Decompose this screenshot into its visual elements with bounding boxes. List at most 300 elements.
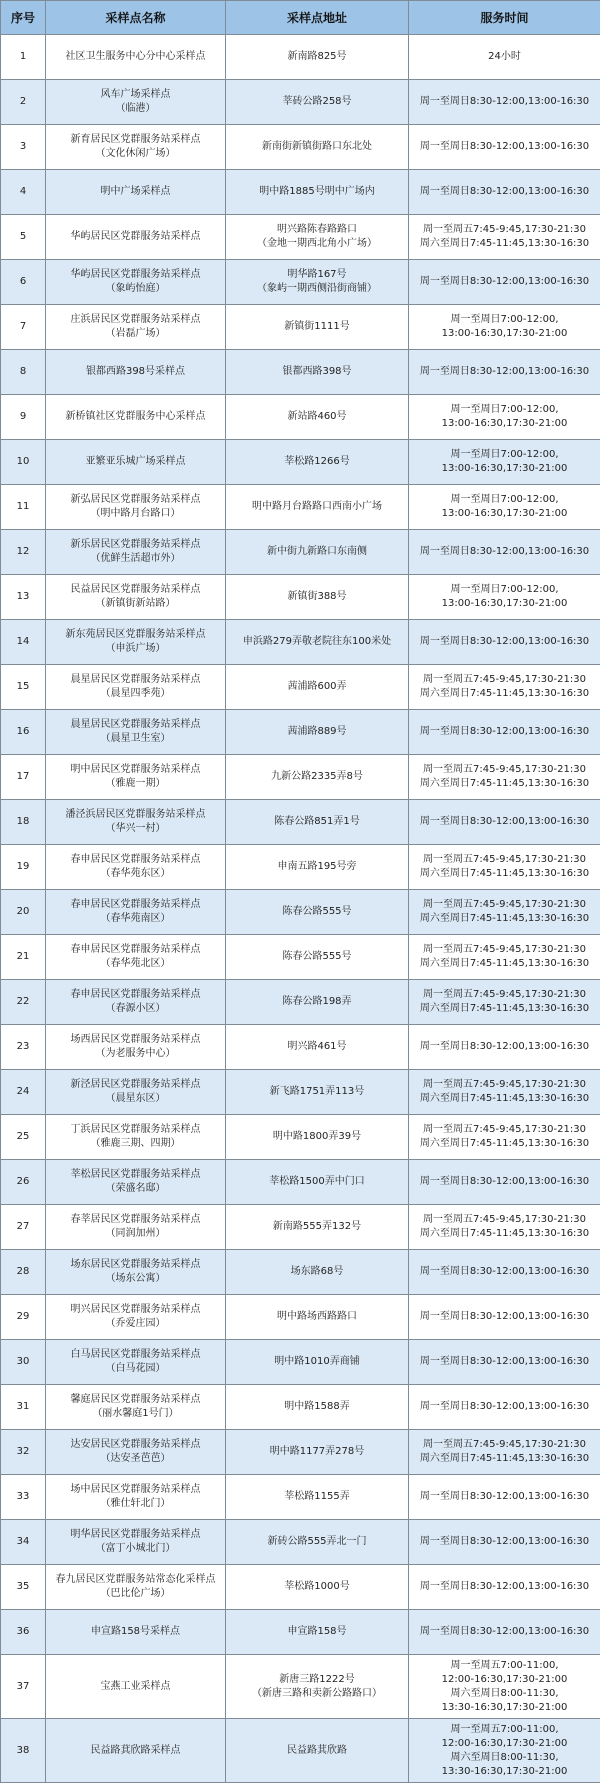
cell-line: （春华苑南区） [100, 913, 171, 924]
cell-name [46, 1610, 226, 1655]
cell-service-time [409, 1475, 600, 1520]
cell-line: 周一至周五7:45-9:45,17:30-21:30 [423, 764, 586, 775]
cell-name [46, 485, 226, 530]
cell-name [46, 980, 226, 1025]
cell-service-time [409, 530, 600, 575]
cell-line: （雅鹿三期、四期） [90, 1138, 181, 1149]
cell-address [226, 215, 409, 260]
cell-line: 周六至周日7:45-11:45,13:30-16:30 [419, 1003, 590, 1014]
cell-line: 民益路萁欣路 [287, 1744, 347, 1756]
cell-line: 新南路555弄132号 [272, 1221, 362, 1232]
table-row [1, 1250, 600, 1295]
cell-line: 周六至周日7:45-11:45,13:30-16:30 [419, 778, 590, 789]
cell-name [46, 1250, 226, 1295]
header-name: 采样点名称 [46, 1, 226, 35]
cell-line: 周一至周日8:30-12:00,13:00-16:30 [419, 726, 590, 737]
cell-line: 申浜路279弄敬老院往东100米处 [242, 636, 392, 647]
cell-line: 周一至周日8:30-12:00,13:00-16:30 [419, 1626, 590, 1637]
cell-line: 周一至周日7:00-12:00, [450, 449, 559, 460]
cell-line: 民益路萁欣路采样点 [90, 1744, 181, 1756]
cell-line: 春莘居民区党群服务站采样点 [70, 1214, 201, 1225]
cell-line: 茜浦路889号 [287, 726, 347, 737]
cell-line: 新镇街1111号 [284, 321, 350, 332]
cell-line: 明中路1588弄 [284, 1401, 350, 1412]
cell-line: 周一至周五7:45-9:45,17:30-21:30 [423, 674, 586, 685]
table-row [1, 1205, 600, 1250]
cell-no: 15 [1, 665, 46, 710]
cell-no: 8 [1, 350, 46, 395]
cell-line: 新唐三路1222号 [279, 1673, 355, 1685]
cell-service-time [409, 1340, 600, 1385]
cell-name [46, 1430, 226, 1475]
table-row [1, 1340, 600, 1385]
cell-no: 2 [1, 80, 46, 125]
cell-address [226, 1025, 409, 1070]
cell-address [226, 1565, 409, 1610]
cell-line: 明兴路陈春路路口 [277, 224, 357, 235]
cell-line: 新泾居民区党群服务站采样点 [70, 1079, 201, 1090]
cell-name [46, 1719, 226, 1783]
cell-name [46, 395, 226, 440]
cell-name [46, 890, 226, 935]
header-no: 序号 [1, 1, 46, 35]
cell-service-time [409, 1430, 600, 1475]
table-row [1, 980, 600, 1025]
cell-line: 周一至周日8:30-12:00,13:00-16:30 [419, 1176, 590, 1187]
table-row [1, 755, 600, 800]
cell-line: 明中路1800弄39号 [272, 1131, 362, 1142]
cell-line: （春华苑北区） [100, 958, 171, 969]
cell-line: 周六至周日8:00-11:30, [450, 1751, 559, 1763]
cell-line: （申浜广场） [105, 643, 166, 654]
cell-line: 周一至周五7:45-9:45,17:30-21:30 [423, 1439, 586, 1450]
cell-no: 34 [1, 1520, 46, 1565]
cell-line: 九新公路2335弄8号 [271, 771, 363, 782]
cell-line: （临港） [115, 103, 156, 114]
cell-line: 周一至周日7:00-12:00, [450, 314, 559, 325]
cell-name [46, 1025, 226, 1070]
table-row [1, 1025, 600, 1070]
cell-line: 春申居民区党群服务站采样点 [70, 854, 201, 865]
cell-line: 周六至周日7:45-11:45,13:30-16:30 [419, 688, 590, 699]
cell-no: 6 [1, 260, 46, 305]
cell-line: 周一至周日8:30-12:00,13:00-16:30 [419, 141, 590, 152]
cell-address [226, 1070, 409, 1115]
cell-line: 达安居民区党群服务站采样点 [70, 1439, 201, 1450]
cell-line: （新镇街新站路） [95, 598, 176, 609]
table-row [1, 170, 600, 215]
table-row [1, 215, 600, 260]
cell-line: 周一至周五7:45-9:45,17:30-21:30 [423, 899, 586, 910]
cell-line: 新站路460号 [287, 411, 347, 422]
cell-line: 周一至周五7:00-11:00, [450, 1659, 559, 1671]
cell-no: 11 [1, 485, 46, 530]
cell-line: 庄浜居民区党群服务站采样点 [70, 314, 201, 325]
cell-name [46, 1340, 226, 1385]
cell-line: 周一至周日8:30-12:00,13:00-16:30 [419, 636, 590, 647]
cell-address [226, 710, 409, 755]
table-row [1, 890, 600, 935]
cell-line: 周一至周五7:45-9:45,17:30-21:30 [423, 989, 586, 1000]
cell-line: （达安圣芭芭） [100, 1453, 171, 1464]
cell-line: （新唐三路和卖新公路路口） [252, 1687, 382, 1699]
cell-service-time [409, 890, 600, 935]
cell-address [226, 440, 409, 485]
cell-line: 周六至周日7:45-11:45,13:30-16:30 [419, 1093, 590, 1104]
cell-line: 新东苑居民区党群服务站采样点 [65, 629, 206, 640]
cell-address [226, 170, 409, 215]
cell-line: 13:30-16:30,17:30-21:00 [441, 1765, 568, 1777]
cell-line: 周六至周日7:45-11:45,13:30-16:30 [419, 868, 590, 879]
cell-line: 陈春公路555号 [282, 951, 352, 962]
table-row [1, 1070, 600, 1115]
table-row [1, 620, 600, 665]
cell-line: 莘松路1000号 [284, 1581, 350, 1592]
cell-line: 风车广场采样点 [100, 89, 171, 100]
cell-service-time [409, 755, 600, 800]
cell-line: （雅鹿一期） [105, 778, 166, 789]
cell-line: （丽水馨庭1号门） [92, 1408, 179, 1419]
cell-no: 25 [1, 1115, 46, 1160]
table-row [1, 1520, 600, 1565]
cell-address [226, 35, 409, 80]
cell-address [226, 935, 409, 980]
cell-service-time [409, 1655, 600, 1719]
cell-service-time [409, 620, 600, 665]
cell-line: 周一至周日8:30-12:00,13:00-16:30 [419, 366, 590, 377]
cell-line: 13:00-16:30,17:30-21:00 [441, 508, 568, 519]
table-row [1, 1115, 600, 1160]
cell-name [46, 1655, 226, 1719]
cell-line: 24小时 [488, 51, 521, 62]
table-header [1, 1, 600, 35]
cell-address [226, 350, 409, 395]
cell-line: 周一至周五7:45-9:45,17:30-21:30 [423, 1079, 586, 1090]
cell-line: 明中路场西路路口 [277, 1311, 357, 1322]
cell-service-time [409, 1160, 600, 1205]
table-row [1, 485, 600, 530]
cell-service-time [409, 215, 600, 260]
cell-no: 20 [1, 890, 46, 935]
cell-address [226, 260, 409, 305]
cell-line: 申宣路158号采样点 [90, 1626, 181, 1637]
cell-line: 周一至周日8:30-12:00,13:00-16:30 [419, 276, 590, 287]
cell-line: 春申居民区党群服务站采样点 [70, 899, 201, 910]
cell-name [46, 1070, 226, 1115]
cell-line: （同润加州） [105, 1228, 166, 1239]
cell-service-time [409, 1205, 600, 1250]
cell-service-time [409, 1295, 600, 1340]
cell-line: 13:30-16:30,17:30-21:00 [441, 1701, 568, 1713]
cell-name [46, 35, 226, 80]
cell-line: 周一至周日7:00-12:00, [450, 584, 559, 595]
cell-service-time [409, 1719, 600, 1783]
cell-address [226, 1115, 409, 1160]
cell-line: （春源小区） [105, 1003, 166, 1014]
cell-address [226, 890, 409, 935]
cell-line: 周一至周五7:45-9:45,17:30-21:30 [423, 224, 586, 235]
cell-line: 12:00-16:30,17:30-21:00 [441, 1737, 568, 1749]
table-row [1, 935, 600, 980]
cell-name [46, 1385, 226, 1430]
cell-no: 5 [1, 215, 46, 260]
cell-line: 周一至周日8:30-12:00,13:00-16:30 [419, 186, 590, 197]
cell-line: 周六至周日7:45-11:45,13:30-16:30 [419, 1453, 590, 1464]
table-row [1, 800, 600, 845]
cell-no: 1 [1, 35, 46, 80]
cell-line: 新中街九新路口东南侧 [267, 546, 367, 557]
cell-line: 周一至周日8:30-12:00,13:00-16:30 [419, 546, 590, 557]
cell-name [46, 800, 226, 845]
cell-service-time [409, 1250, 600, 1295]
cell-line: 申宣路158号 [287, 1626, 347, 1637]
cell-service-time [409, 485, 600, 530]
cell-line: （场东公寓） [105, 1273, 166, 1284]
cell-line: 新飞路1751弄113号 [269, 1086, 365, 1097]
cell-line: 社区卫生服务中心分中心采样点 [65, 51, 206, 62]
table-row [1, 35, 600, 80]
cell-address [226, 1655, 409, 1719]
cell-line: （富丁小城北门） [95, 1543, 176, 1554]
cell-line: 13:00-16:30,17:30-21:00 [441, 328, 568, 339]
header-row [1, 1, 600, 35]
header-address: 采样点地址 [226, 1, 409, 35]
cell-line: 陈春公路198弄 [282, 996, 352, 1007]
cell-no: 13 [1, 575, 46, 620]
cell-name [46, 530, 226, 575]
cell-service-time [409, 935, 600, 980]
cell-line: （金地一期西北角小广场） [257, 238, 377, 249]
cell-line: 潘泾浜居民区党群服务站采样点 [65, 809, 206, 820]
table-row [1, 395, 600, 440]
cell-line: 12:00-16:30,17:30-21:00 [441, 1673, 568, 1685]
cell-service-time [409, 260, 600, 305]
cell-address [226, 980, 409, 1025]
cell-line: 13:00-16:30,17:30-21:00 [441, 598, 568, 609]
cell-line: 银都西路398号采样点 [85, 366, 186, 377]
cell-line: 周六至周日7:45-11:45,13:30-16:30 [419, 1138, 590, 1149]
cell-address [226, 800, 409, 845]
table-row [1, 1610, 600, 1655]
cell-no: 28 [1, 1250, 46, 1295]
cell-address [226, 755, 409, 800]
cell-line: （白马花园） [105, 1363, 166, 1374]
cell-line: 宝燕工业采样点 [100, 1680, 171, 1692]
cell-line: （荣盛名邸） [105, 1183, 166, 1194]
cell-no: 27 [1, 1205, 46, 1250]
cell-address [226, 530, 409, 575]
table-row [1, 845, 600, 890]
cell-line: 周一至周五7:00-11:00, [450, 1723, 559, 1735]
cell-name [46, 575, 226, 620]
cell-service-time [409, 125, 600, 170]
cell-line: 新育居民区党群服务站采样点 [70, 134, 201, 145]
cell-address [226, 305, 409, 350]
cell-line: 新南街新镇街路口东北处 [262, 141, 372, 152]
cell-no: 9 [1, 395, 46, 440]
cell-name [46, 1565, 226, 1610]
cell-line: （春华苑东区） [100, 868, 171, 879]
cell-line: （巴比伦广场） [100, 1588, 171, 1599]
cell-line: 莘砖公路258号 [282, 96, 352, 107]
cell-address [226, 395, 409, 440]
cell-line: 明华路167号 [287, 269, 347, 280]
cell-line: 明中路1177弄278号 [269, 1446, 365, 1457]
table-row [1, 1295, 600, 1340]
cell-line: 场西居民区党群服务站采样点 [70, 1034, 201, 1045]
cell-no: 7 [1, 305, 46, 350]
cell-line: 明中路1010弄商铺 [274, 1356, 360, 1367]
cell-service-time [409, 980, 600, 1025]
table-row [1, 710, 600, 755]
cell-line: 申南五路195号旁 [277, 861, 357, 872]
cell-address [226, 1719, 409, 1783]
cell-line: 周一至周日8:30-12:00,13:00-16:30 [419, 1356, 590, 1367]
cell-line: （象屿一期西侧沿街商铺） [257, 283, 377, 294]
cell-service-time [409, 1070, 600, 1115]
cell-line: （文化休闲广场） [95, 148, 176, 159]
cell-address [226, 1610, 409, 1655]
cell-service-time [409, 35, 600, 80]
cell-service-time [409, 1115, 600, 1160]
table-row [1, 260, 600, 305]
cell-service-time [409, 305, 600, 350]
cell-service-time [409, 575, 600, 620]
cell-line: 周一至周日8:30-12:00,13:00-16:30 [419, 1266, 590, 1277]
cell-service-time [409, 665, 600, 710]
cell-no: 18 [1, 800, 46, 845]
cell-line: 华屿居民区党群服务站采样点 [70, 231, 201, 242]
cell-name [46, 665, 226, 710]
cell-service-time [409, 170, 600, 215]
cell-name [46, 935, 226, 980]
cell-line: 明华居民区党群服务站采样点 [70, 1529, 201, 1540]
cell-line: 场中居民区党群服务站采样点 [70, 1484, 201, 1495]
cell-line: 周一至周日8:30-12:00,13:00-16:30 [419, 816, 590, 827]
cell-line: 场东居民区党群服务站采样点 [70, 1259, 201, 1270]
cell-line: （晨星东区） [105, 1093, 166, 1104]
cell-address [226, 1520, 409, 1565]
cell-line: 晨星居民区党群服务站采样点 [70, 674, 201, 685]
cell-line: 白马居民区党群服务站采样点 [70, 1349, 201, 1360]
table-row [1, 1385, 600, 1430]
cell-line: 新镇街388号 [287, 591, 347, 602]
cell-no: 23 [1, 1025, 46, 1070]
table-row [1, 1475, 600, 1520]
cell-line: （晨星四季苑） [100, 688, 171, 699]
cell-line: 周六至周日8:00-11:30, [450, 1687, 559, 1699]
cell-line: 新砖公路555弄北一门 [267, 1536, 367, 1547]
cell-line: 明中路1885号明中广场内 [259, 186, 375, 197]
cell-name [46, 215, 226, 260]
cell-line: 周一至周日8:30-12:00,13:00-16:30 [419, 96, 590, 107]
cell-name [46, 80, 226, 125]
table-row [1, 1430, 600, 1475]
cell-name [46, 1295, 226, 1340]
cell-line: 周六至周日7:45-11:45,13:30-16:30 [419, 238, 590, 249]
cell-no: 3 [1, 125, 46, 170]
cell-no: 4 [1, 170, 46, 215]
cell-line: （为老服务中心） [95, 1048, 176, 1059]
cell-line: 周一至周日8:30-12:00,13:00-16:30 [419, 1311, 590, 1322]
cell-name [46, 305, 226, 350]
cell-service-time [409, 395, 600, 440]
cell-line: 陈春公路555号 [282, 906, 352, 917]
cell-line: 民益居民区党群服务站采样点 [70, 584, 201, 595]
cell-address [226, 575, 409, 620]
cell-name [46, 125, 226, 170]
cell-service-time [409, 1565, 600, 1610]
cell-line: （象屿怡庭） [105, 283, 166, 294]
cell-line: 周六至周日7:45-11:45,13:30-16:30 [419, 958, 590, 969]
table-row [1, 1565, 600, 1610]
table-row [1, 350, 600, 395]
cell-service-time [409, 80, 600, 125]
cell-line: 莘松路1266号 [284, 456, 350, 467]
cell-line: 莘松居民区党群服务站采样点 [70, 1169, 201, 1180]
cell-line: 亚繁亚乐城广场采样点 [85, 456, 186, 467]
cell-service-time [409, 350, 600, 395]
cell-address [226, 1160, 409, 1205]
cell-no: 33 [1, 1475, 46, 1520]
cell-line: 周一至周五7:45-9:45,17:30-21:30 [423, 944, 586, 955]
cell-address [226, 1385, 409, 1430]
cell-no: 29 [1, 1295, 46, 1340]
cell-no: 36 [1, 1610, 46, 1655]
cell-line: 新乐居民区党群服务站采样点 [70, 539, 201, 550]
cell-name [46, 1475, 226, 1520]
cell-name [46, 1205, 226, 1250]
table-row [1, 530, 600, 575]
cell-line: 春申居民区党群服务站采样点 [70, 989, 201, 1000]
cell-address [226, 1340, 409, 1385]
cell-line: 明中路月台路路口西南小广场 [252, 501, 382, 512]
cell-no: 19 [1, 845, 46, 890]
cell-address [226, 845, 409, 890]
cell-service-time [409, 1610, 600, 1655]
cell-line: 新弘居民区党群服务站采样点 [70, 494, 201, 505]
cell-line: 周一至周日7:00-12:00, [450, 494, 559, 505]
cell-no: 12 [1, 530, 46, 575]
cell-name [46, 260, 226, 305]
cell-name [46, 710, 226, 755]
cell-line: 周六至周日7:45-11:45,13:30-16:30 [419, 1228, 590, 1239]
cell-name [46, 1160, 226, 1205]
cell-line: 周一至周五7:45-9:45,17:30-21:30 [423, 854, 586, 865]
cell-line: 明兴居民区党群服务站采样点 [70, 1304, 201, 1315]
cell-name [46, 845, 226, 890]
cell-line: 明中广场采样点 [100, 186, 171, 197]
cell-service-time [409, 710, 600, 755]
table-row [1, 80, 600, 125]
cell-no: 31 [1, 1385, 46, 1430]
cell-line: 丁浜居民区党群服务站采样点 [70, 1124, 201, 1135]
cell-line: 莘松路1500弄中门口 [269, 1176, 365, 1187]
table-row [1, 575, 600, 620]
cell-no: 16 [1, 710, 46, 755]
cell-line: 13:00-16:30,17:30-21:00 [441, 418, 568, 429]
cell-line: 莘松路1155弄 [284, 1491, 350, 1502]
table-row [1, 665, 600, 710]
cell-line: 13:00-16:30,17:30-21:00 [441, 463, 568, 474]
cell-line: 场东路68号 [290, 1266, 344, 1277]
cell-line: 新桥镇社区党群服务中心采样点 [65, 411, 206, 422]
cell-line: 周六至周日7:45-11:45,13:30-16:30 [419, 913, 590, 924]
table-row [1, 1719, 600, 1783]
cell-service-time [409, 1025, 600, 1070]
cell-line: 新南路825号 [287, 51, 347, 62]
cell-no: 37 [1, 1655, 46, 1719]
